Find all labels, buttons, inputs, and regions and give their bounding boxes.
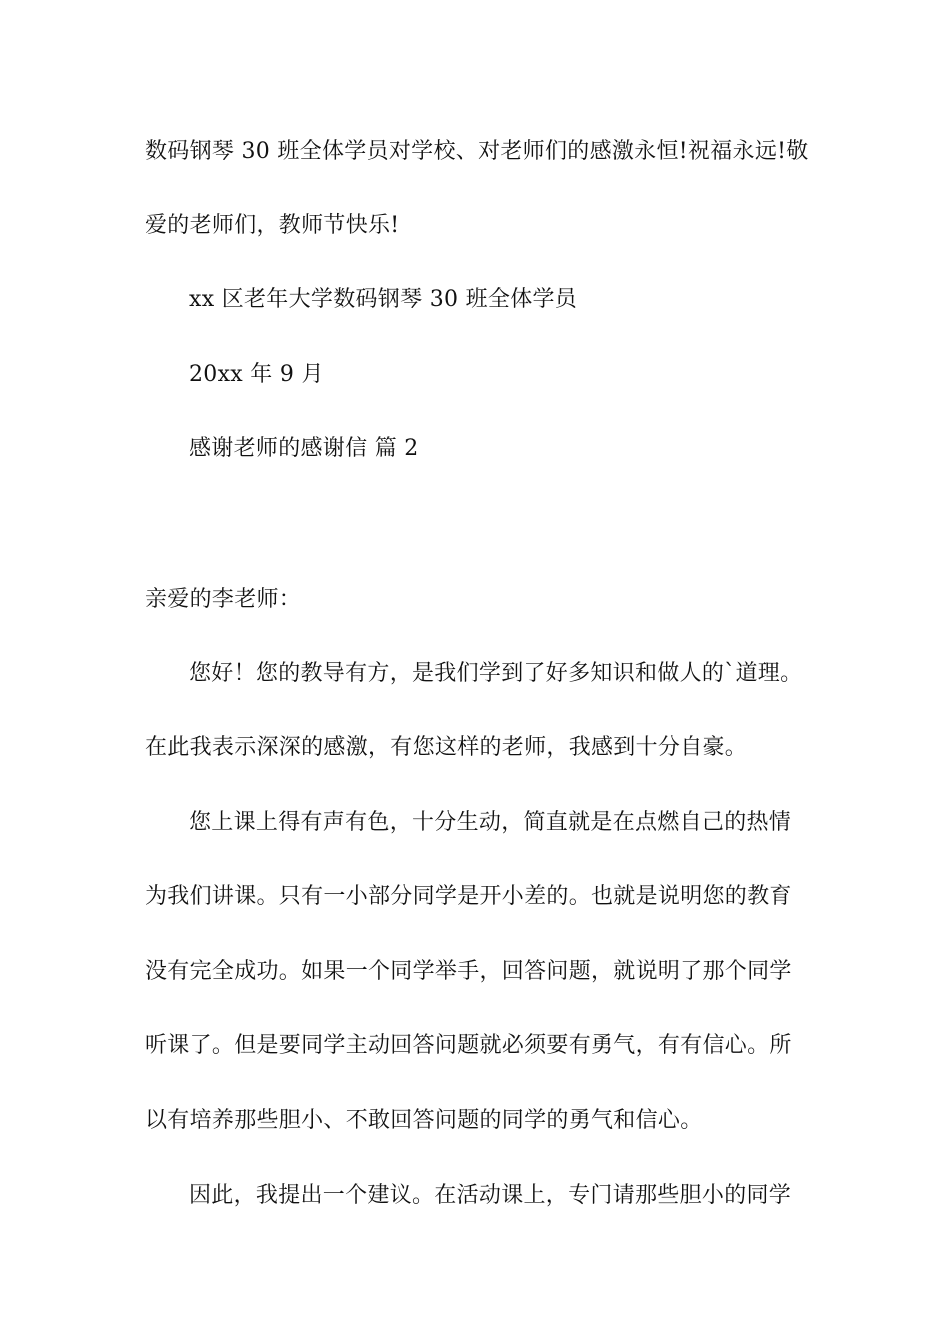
date-line: 20xx 年 9 月 [189, 362, 324, 387]
text-line: 数码钢琴 30 班全体学员对学校、对老师们的感激永恒!祝福永远!敬 [145, 139, 809, 164]
signature-line: xx 区老年大学数码钢琴 30 班全体学员 [189, 287, 578, 312]
text-line: 没有完全成功。如果一个同学举手，回答问题，就说明了那个同学 [145, 959, 792, 984]
text-line: 听课了。但是要同学主动回答问题就必须要有勇气，有有信心。所 [145, 1033, 792, 1058]
text-line: 爱的老师们，教师节快乐! [145, 213, 400, 238]
text-line: 因此，我提出一个建议。在活动课上，专门请那些胆小的同学 [189, 1183, 792, 1208]
salutation: 亲爱的李老师： [145, 587, 302, 612]
text-line: 以有培养那些胆小、不敢回答问题的同学的勇气和信心。 [145, 1108, 703, 1133]
text-line: 为我们讲课。只有一小部分同学是开小差的。也就是说明您的教育 [145, 884, 792, 909]
section-title: 感谢老师的感谢信 篇 2 [189, 436, 419, 461]
text-line: 您好！您的教导有方，是我们学到了好多知识和做人的`道理。 [189, 661, 803, 686]
text-line: 您上课上得有声有色，十分生动，简直就是在点燃自己的热情 [189, 810, 792, 835]
text-line: 在此我表示深深的感激，有您这样的老师，我感到十分自豪。 [145, 735, 748, 760]
